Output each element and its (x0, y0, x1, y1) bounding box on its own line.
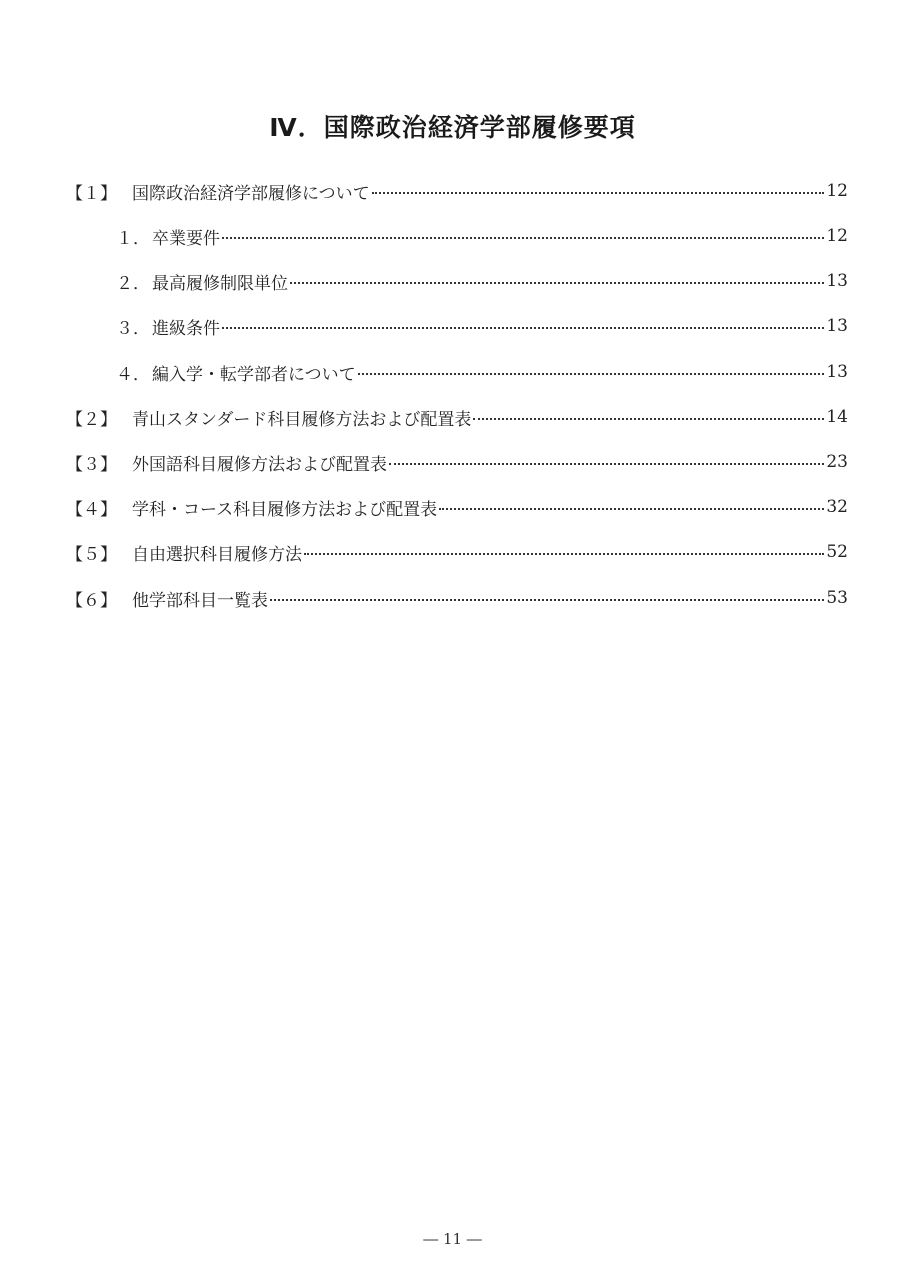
toc-entry-page: 32 (826, 497, 848, 517)
toc-entry-1-1[interactable] (116, 221, 848, 251)
dot-leader (473, 418, 824, 420)
toc-entry-page: 14 (826, 407, 848, 427)
toc-entry-number: 【４】 (66, 499, 117, 520)
dot-leader (222, 327, 824, 329)
toc-entry-label: 最高履修制限単位 (152, 273, 288, 294)
toc-entry-label: 青山スタンダード科目履修方法および配置表 (132, 409, 472, 430)
toc-entry-number: 【２】 (66, 409, 117, 430)
toc-entry-number: 【１】 (66, 183, 117, 204)
toc-entry-label: 外国語科目履修方法および配置表 (132, 454, 387, 475)
toc-entry-1-2[interactable] (116, 266, 848, 296)
dot-leader (290, 282, 824, 284)
toc-entry-page: 13 (826, 316, 848, 336)
toc-entry-label: 自由選択科目履修方法 (132, 544, 302, 565)
toc-entry-6[interactable] (66, 583, 848, 613)
toc-entry-label: 国際政治経済学部履修について (132, 183, 370, 204)
toc-entry-1[interactable] (66, 176, 848, 206)
toc-entry-number: 【５】 (66, 544, 117, 565)
toc-entry-page: 12 (826, 181, 848, 201)
toc-entry-page: 12 (826, 226, 848, 246)
toc-entry-label: 学科・コース科目履修方法および配置表 (132, 499, 438, 520)
toc-entry-page: 52 (826, 542, 848, 562)
toc-entry-page: 53 (826, 588, 848, 608)
dot-leader (389, 463, 824, 465)
toc-entry-1-3[interactable] (116, 311, 848, 341)
toc-entry-number: ３． (116, 318, 150, 339)
toc-entry-2[interactable] (66, 402, 848, 432)
dot-leader (222, 237, 824, 239)
toc-entry-3[interactable] (66, 447, 848, 477)
toc-entry-label: 他学部科目一覧表 (132, 590, 268, 611)
toc-entry-number: 【６】 (66, 590, 117, 611)
toc-entry-5[interactable] (66, 537, 848, 567)
toc-entry-number: １． (116, 228, 150, 249)
toc-entry-label: 編入学・転学部者について (152, 364, 356, 385)
toc-entry-page: 13 (826, 362, 848, 382)
toc-entry-page: 23 (826, 452, 848, 472)
page-number: ― 11 ― (423, 1230, 482, 1248)
toc-entry-label: 進級条件 (152, 318, 220, 339)
toc-entry-number: ２． (116, 273, 150, 294)
dot-leader (304, 553, 824, 555)
dot-leader (439, 508, 824, 510)
toc-entry-label: 卒業要件 (152, 228, 220, 249)
dot-leader (372, 192, 825, 194)
toc-entry-1-4[interactable] (116, 357, 848, 387)
toc-entry-page: 13 (826, 271, 848, 291)
dot-leader (358, 373, 825, 375)
toc-entry-number: 【３】 (66, 454, 117, 475)
toc-entry-4[interactable] (66, 492, 848, 522)
page-title: Ⅳ．国際政治経済学部履修要項 (269, 113, 636, 142)
toc-entry-number: ４． (116, 364, 150, 385)
dot-leader (270, 599, 824, 601)
